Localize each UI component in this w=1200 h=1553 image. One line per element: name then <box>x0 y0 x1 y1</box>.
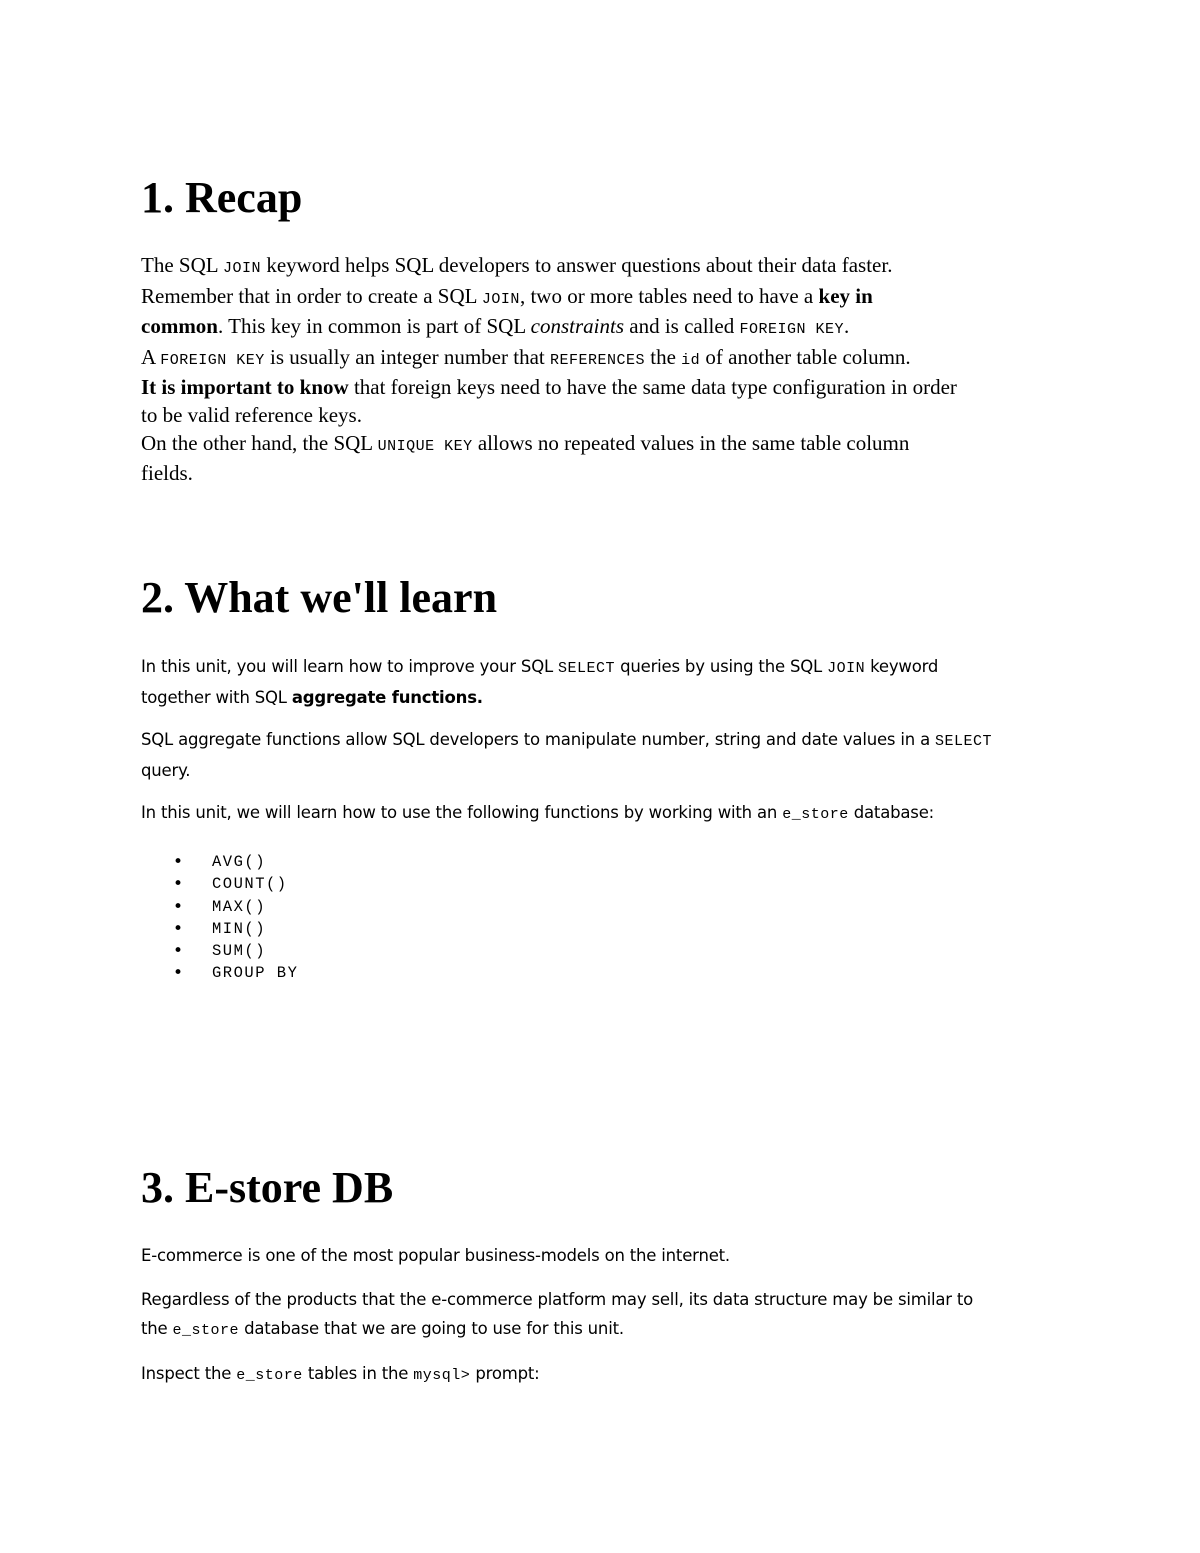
recap-line: The SQL JOIN keyword helps SQL developers to answer questions about their data faster. <box>141 253 893 277</box>
bullet-icon: • <box>173 896 184 917</box>
recap-line: Remember that in order to create a SQL JOIN, two or more tables need to have a key in <box>141 283 873 308</box>
list-item: • GROUP BY <box>173 963 299 984</box>
recap-paragraph <box>141 252 1071 488</box>
bullet-icon: • <box>173 941 184 962</box>
bullet-icon: • <box>173 963 184 984</box>
recap-line: to be valid reference keys. <box>141 402 362 427</box>
learn-paragraph-1: In this unit, you will learn how to improve your SQL SELECT queries by using the SQL JOIN keyword together with SQL aggregate functions. <box>141 657 939 707</box>
estore-paragraph-3: Inspect the e_store tables in the mysql> prompt: <box>141 1364 540 1384</box>
estore-paragraph-2: Regardless of the products that the e-commerce platform may sell, its data structure may be similar to the e_store database that we are going to use for this unit. <box>141 1290 974 1339</box>
recap-line: It is important to know that foreign keys need to have the same data type configuration in order <box>141 375 957 400</box>
bullet-icon: • <box>173 918 184 939</box>
list-item: • MIN() <box>173 918 267 939</box>
bullet-icon: • <box>173 874 184 895</box>
section-heading-estore-db: 3. E-store DB <box>141 1163 394 1212</box>
recap-line: On the other hand, the SQL UNIQUE KEY allows no repeated values in the same table column <box>141 430 910 455</box>
learn-paragraph-2: SQL aggregate functions allow SQL developers to manipulate number, string and date values in a SELECT query. <box>141 730 993 780</box>
recap-line: common. This key in common is part of SQL constraints and is called FOREIGN KEY. <box>141 314 850 339</box>
bullet-icon: • <box>173 852 184 872</box>
aggregate-functions-list <box>141 851 298 985</box>
estore-paragraph-1: E-commerce is one of the most popular business-models on the internet. <box>141 1246 730 1265</box>
list-item: • AVG() <box>173 852 267 872</box>
section-heading-what-we-learn: 2. What we'll learn <box>141 573 498 622</box>
list-item: • SUM() <box>173 941 267 962</box>
learn-paragraph-3: In this unit, we will learn how to use the following functions by working with an e_store database: <box>141 803 935 823</box>
list-item: • MAX() <box>173 896 267 917</box>
section-heading-recap: 1. Recap <box>141 173 303 222</box>
recap-line: fields. <box>141 461 193 486</box>
list-item: • COUNT() <box>173 874 288 895</box>
recap-line: A FOREIGN KEY is usually an integer number that REFERENCES the id of another table column. <box>141 344 911 369</box>
